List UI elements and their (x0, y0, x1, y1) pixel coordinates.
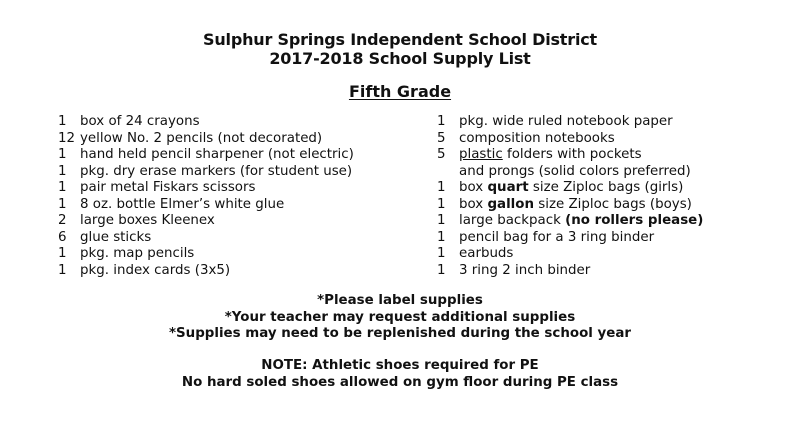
grade-heading (0, 82, 800, 102)
list-item (58, 131, 418, 148)
list-item (437, 263, 777, 280)
list-item (58, 197, 418, 214)
pe-note (0, 358, 800, 391)
item-quantity: 1 (437, 196, 446, 212)
supply-list-left (58, 114, 418, 279)
item-text-bold: (no rollers please) (565, 213, 704, 228)
list-item (437, 180, 777, 197)
item-quantity: 6 (58, 229, 67, 245)
list-item (437, 114, 777, 131)
item-text: yellow No. 2 pencils (not decorated) (80, 130, 323, 146)
item-text: pkg. map pencils (80, 246, 195, 261)
document-subtitle: 2017-2018 School Supply List (269, 49, 531, 68)
item-quantity: 5 (437, 130, 446, 146)
item-text-post: size Ziploc bags (boys) (534, 196, 692, 212)
item-text-pre: box (459, 196, 488, 212)
item-text-pre: large backpack (459, 213, 566, 228)
list-item (437, 147, 777, 164)
item-text: 8 oz. bottle Elmer’s white glue (80, 196, 285, 212)
item-text (459, 180, 683, 197)
list-item (58, 213, 418, 230)
item-text: pkg. wide ruled notebook paper (459, 114, 673, 129)
item-text: earbuds (459, 246, 514, 261)
note-line: *Your teacher may request additional supplies (224, 309, 576, 325)
item-quantity: 5 (437, 147, 446, 162)
item-quantity: 1 (437, 229, 446, 245)
item-text-underlined: plastic (459, 147, 503, 162)
item-quantity: 1 (58, 147, 67, 162)
item-text (459, 147, 642, 164)
item-quantity: 2 (58, 213, 67, 228)
list-item (58, 230, 418, 247)
item-quantity: 1 (58, 180, 67, 195)
item-text: pkg. index cards (3x5) (80, 262, 231, 278)
list-item (58, 164, 418, 181)
list-item (58, 263, 418, 280)
list-item (437, 246, 777, 263)
item-text (459, 197, 692, 214)
list-item (58, 180, 418, 197)
item-quantity: 1 (58, 262, 67, 278)
item-text: pencil bag for a 3 ring binder (459, 229, 655, 245)
pe-note-line: NOTE: Athletic shoes required for PE (261, 358, 539, 373)
item-quantity: 1 (58, 246, 67, 261)
item-text: 3 ring 2 inch binder (459, 262, 591, 278)
item-quantity: 12 (58, 130, 76, 146)
list-item (58, 114, 418, 131)
note-line: *Supplies may need to be replenished during the school year (169, 326, 631, 341)
list-item (58, 246, 418, 263)
item-text: and prongs (solid colors preferred) (459, 163, 691, 179)
item-text-post: size Ziploc bags (girls) (528, 180, 684, 195)
item-text: box of 24 crayons (80, 114, 200, 129)
item-quantity: 1 (437, 213, 446, 228)
item-text (459, 213, 703, 230)
item-quantity: 1 (437, 114, 446, 129)
item-text-rest: folders with pockets (502, 147, 642, 162)
note-line: *Please label supplies (317, 293, 483, 308)
list-item (437, 213, 777, 230)
item-text: large boxes Kleenex (80, 213, 215, 228)
item-text-pre: box (459, 180, 488, 195)
list-item (437, 197, 777, 214)
item-quantity: 1 (58, 163, 67, 179)
item-quantity: 1 (437, 180, 446, 195)
item-text: hand held pencil sharpener (not electric) (80, 147, 354, 162)
list-item-continuation (437, 164, 777, 181)
list-item (437, 230, 777, 247)
item-text-bold: quart (487, 180, 529, 195)
supply-list-right (437, 114, 777, 279)
item-quantity: 1 (58, 196, 67, 212)
item-text-bold: gallon (487, 196, 535, 212)
item-text: composition notebooks (459, 130, 615, 146)
list-item (58, 147, 418, 164)
item-text: pair metal Fiskars scissors (80, 180, 256, 195)
supply-notes (0, 293, 800, 343)
item-text: pkg. dry erase markers (for student use) (80, 163, 353, 179)
item-quantity: 1 (437, 262, 446, 278)
list-item (437, 131, 777, 148)
item-text: glue sticks (80, 229, 152, 245)
item-quantity: 1 (58, 114, 67, 129)
item-quantity: 1 (437, 246, 446, 261)
pe-note-line: No hard soled shoes allowed on gym floor during PE class (181, 374, 619, 390)
document-title: Sulphur Springs Independent School District (203, 30, 597, 49)
grade-heading-text: Fifth Grade (348, 82, 452, 101)
